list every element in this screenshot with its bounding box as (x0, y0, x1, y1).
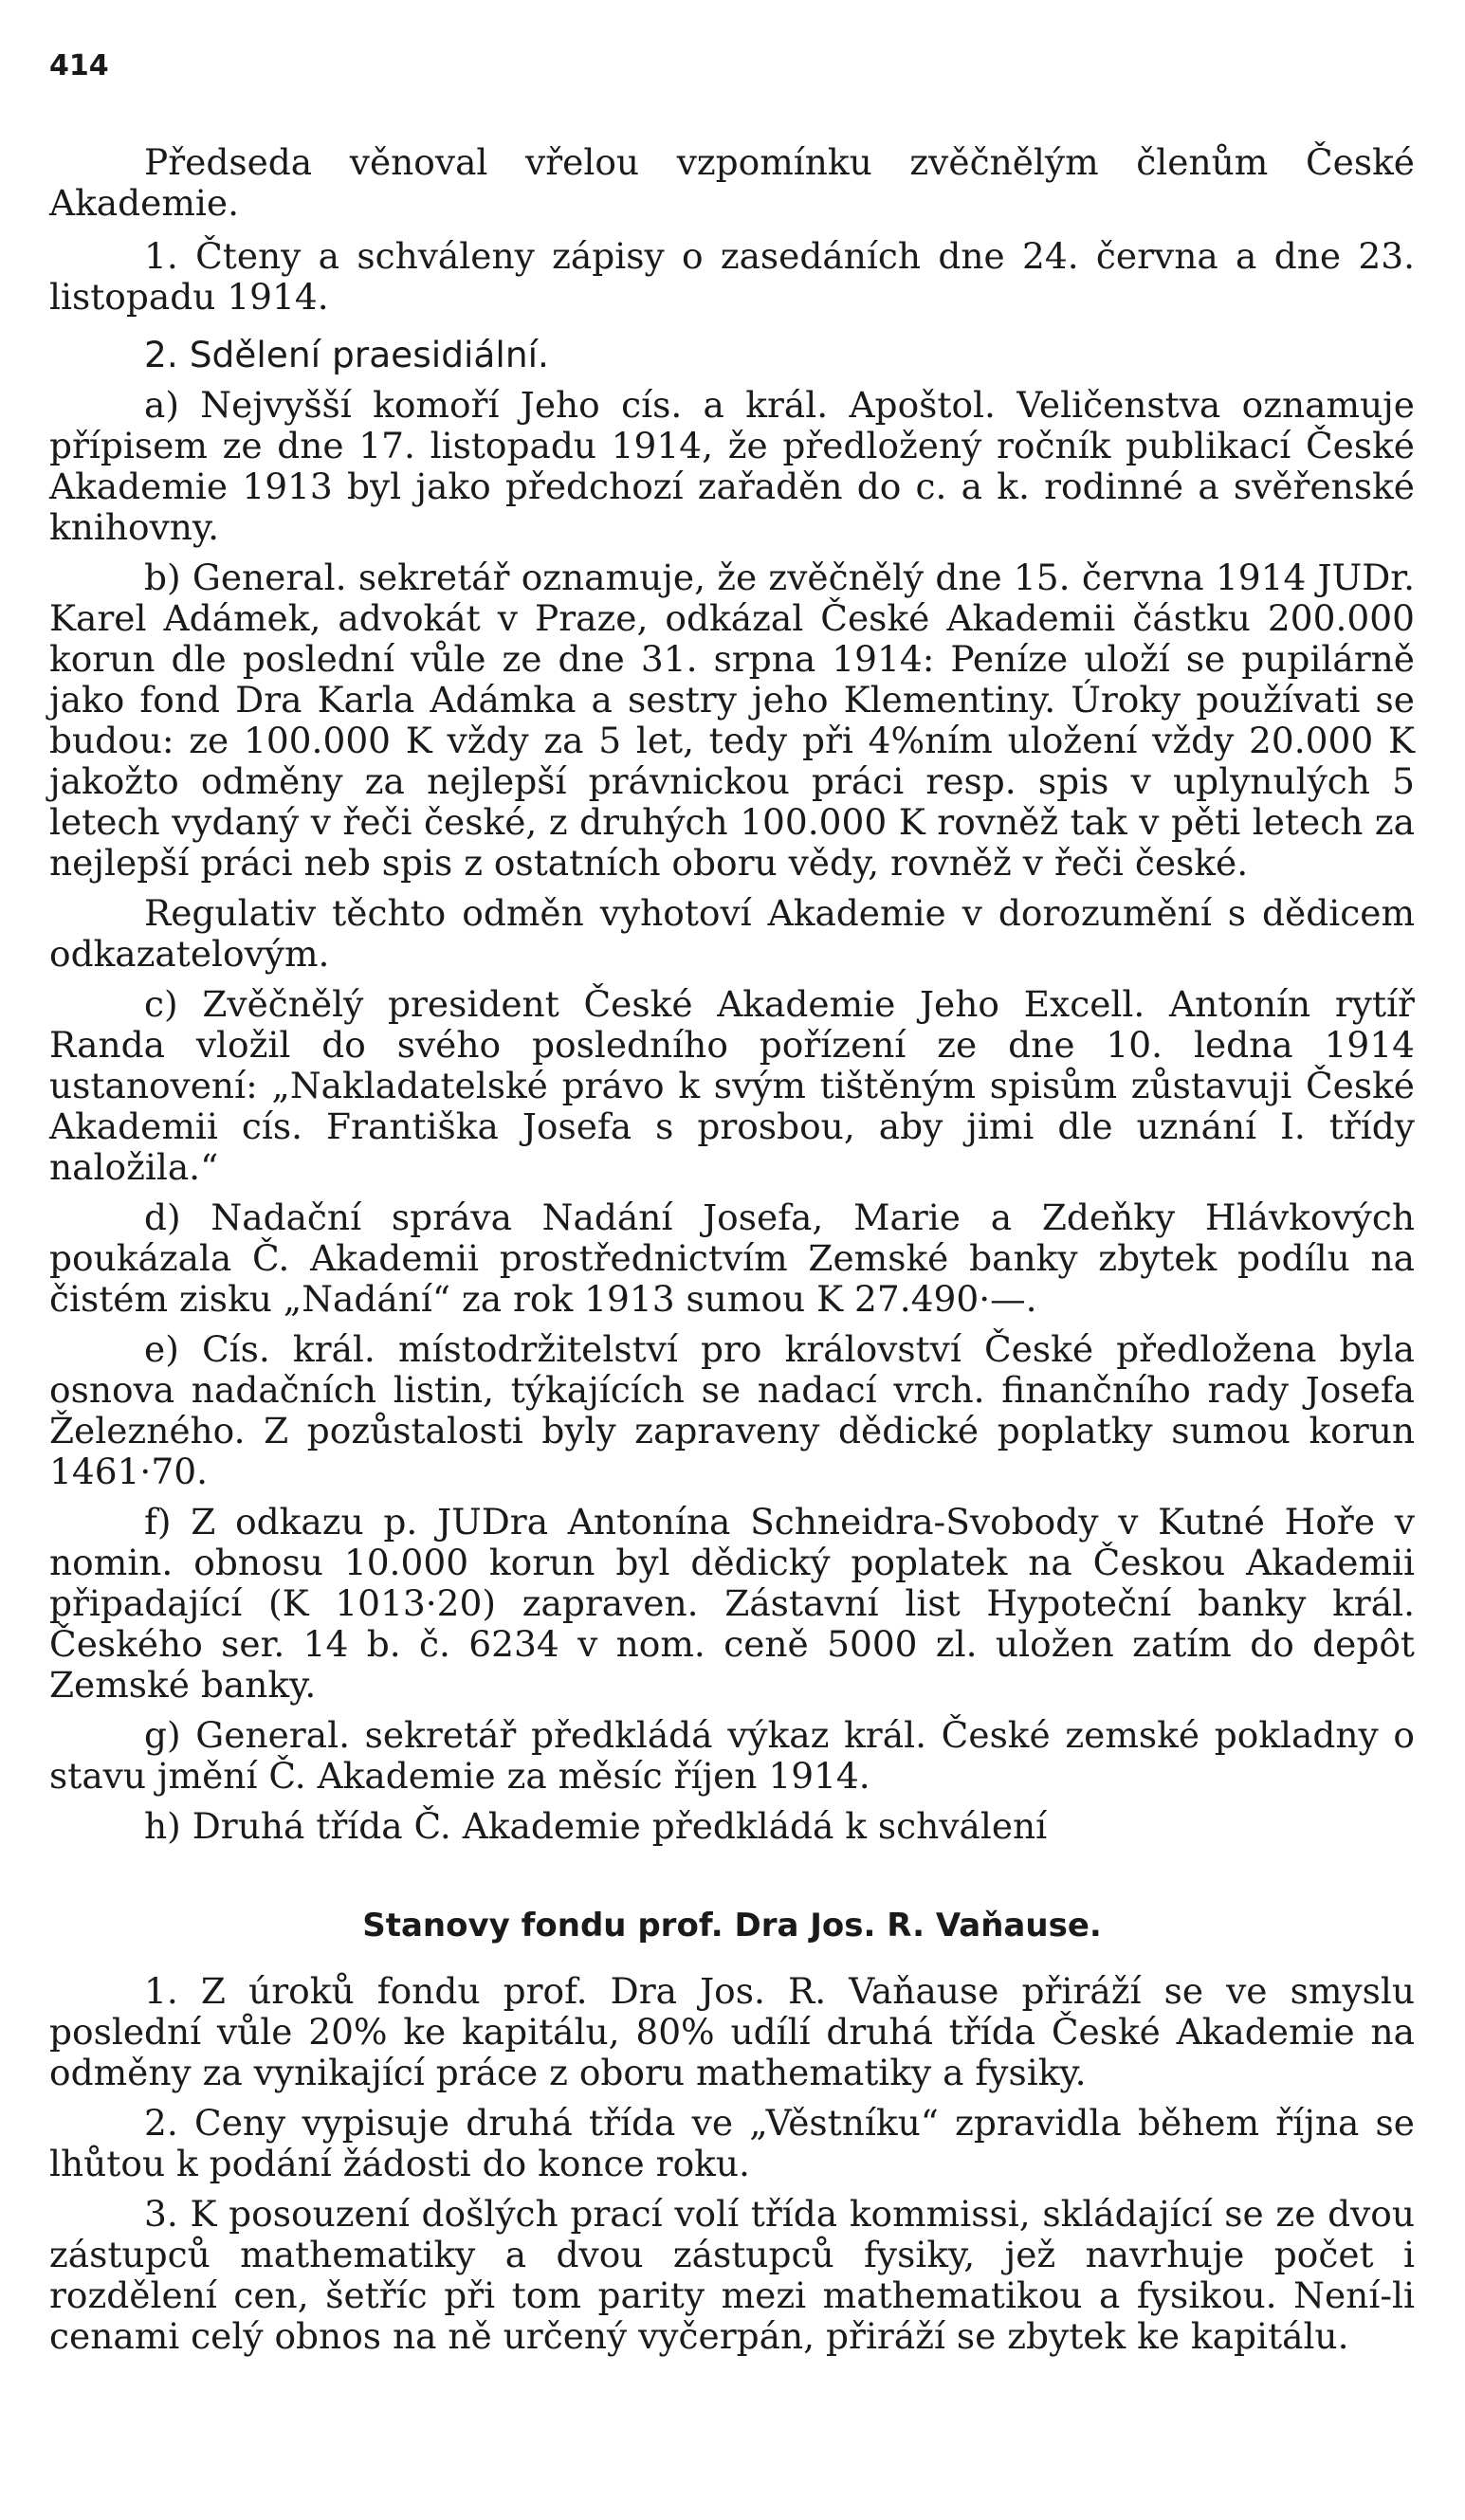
paragraph-intro: Předseda věnoval vřelou vzpomínku zvěčnělým členům České Akademie. (49, 141, 1415, 224)
item-b: b) General. sekretář oznamuje, že zvěčnělý dne 15. června 1914 JUDr. Karel Adámek, advokát v Praze, odkázal České Akademii částku 200.000 korun dle poslední vůle ze dne 31. srpna 1914: Peníze uloží se pupilárně jako fond Dra Karla Adámka a sestry jeho Klementiny. Úroky používati se budou: ze 100.000 K vždy za 5 let, tedy při 4%ním uložení vždy 20.000 K jakožto odměny za nejlepší právnickou práci resp. spis v uplynulých 5 letech vydaný v řeči české, z druhých 100.000 K rovněž tak v pěti letech za nejlepší práci neb spis z ostatních oboru vědy, rovněž v řeči české. (49, 557, 1415, 884)
page-number: 414 (49, 49, 109, 82)
item-g: g) General. sekretář předkládá výkaz král. České zemské pokladny o stavu jmění Č. Akademie za měsíc říjen 1914. (49, 1714, 1415, 1797)
body-text (49, 142, 1415, 2357)
item-e: e) Cís. král. místodržitelství pro království České předložena byla osnova nadačních listin, týkajících se nadací vrch. finančního rady Josefa Železného. Z pozůstalosti byly zapraveny dědické poplatky sumou korun 1461·70. (49, 1328, 1415, 1492)
item-d: d) Nadační správa Nadání Josefa, Marie a Zdeňky Hlávkových poukázala Č. Akademii prostřednictvím Zemské banky zbytek podílu na čistém zisku „Nadání“ za rok 1913 sumou K 27.490·—. (49, 1196, 1415, 1320)
paragraph-2: 2. Sdělení praesidiální. (144, 334, 549, 375)
statute-3: 3. K posouzení došlých prací volí třída kommissi, skládající se ze dvou zástupců mathematiky a dvou zástupců fysiky, jež navrhuje počet i rozdělení cen, šetříc při tom parity mezi mathematikou a fysikou. Není-li cenami celý obnos na ně určený vyčerpán, přiráží se zbytek ke kapitálu. (49, 2193, 1415, 2357)
paragraph-1: 1. Čteny a schváleny zápisy o zasedáních dne 24. června a dne 23. listopadu 1914. (49, 235, 1415, 318)
item-h: h) Druhá třída Č. Akademie předkládá k schválení (144, 1805, 1048, 1847)
section-heading: Stanovy fondu prof. Dra Jos. R. Vaňause. (362, 1907, 1102, 1945)
item-c: c) Zvěčnělý president České Akademie Jeho Excell. Antonín rytíř Randa vložil do svého posledního pořízení ze dne 10. ledna 1914 ustanovení: „Nakladatelské právo k svým tištěným spisům zůstavuji České Akademii cís. Františka Josefa s prosbou, aby jimi dle uznání I. třídy naložila.“ (49, 983, 1415, 1188)
statute-1: 1. Z úroků fondu prof. Dra Jos. R. Vaňause přiráží se ve smyslu poslední vůle 20% ke kapitálu, 80% udílí druhá třída České Akademie na odměny za vynikající práce z oboru mathematiky a fysiky. (49, 1970, 1415, 2093)
item-f: f) Z odkazu p. JUDra Antonína Schneidra-Svobody v Kutné Hoře v nomin. obnosu 10.000 korun byl dědický poplatek na Českou Akademii připadající (K 1013·20) zapraven. Zástavní list Hypoteční banky král. Českého ser. 14 b. č. 6234 v nom. ceně 5000 zl. uložen zatím do depôt Zemské banky. (49, 1501, 1415, 1706)
statute-2: 2. Ceny vypisuje druhá třída ve „Věstníku“ zpravidla během října se lhůtou k podání žádosti do konce roku. (49, 2102, 1415, 2184)
item-a: a) Nejvyšší komoří Jeho cís. a král. Apoštol. Veličenstva oznamuje přípisem ze dne 17. listopadu 1914, že předložený ročník publikací České Akademie 1913 byl jako předchozí zařaděn do c. a k. rodinné a svěřenské knihovny. (49, 384, 1415, 548)
regulativ: Regulativ těchto odměn vyhotoví Akademie v dorozumění s dědicem odkazatelovým. (49, 892, 1415, 975)
